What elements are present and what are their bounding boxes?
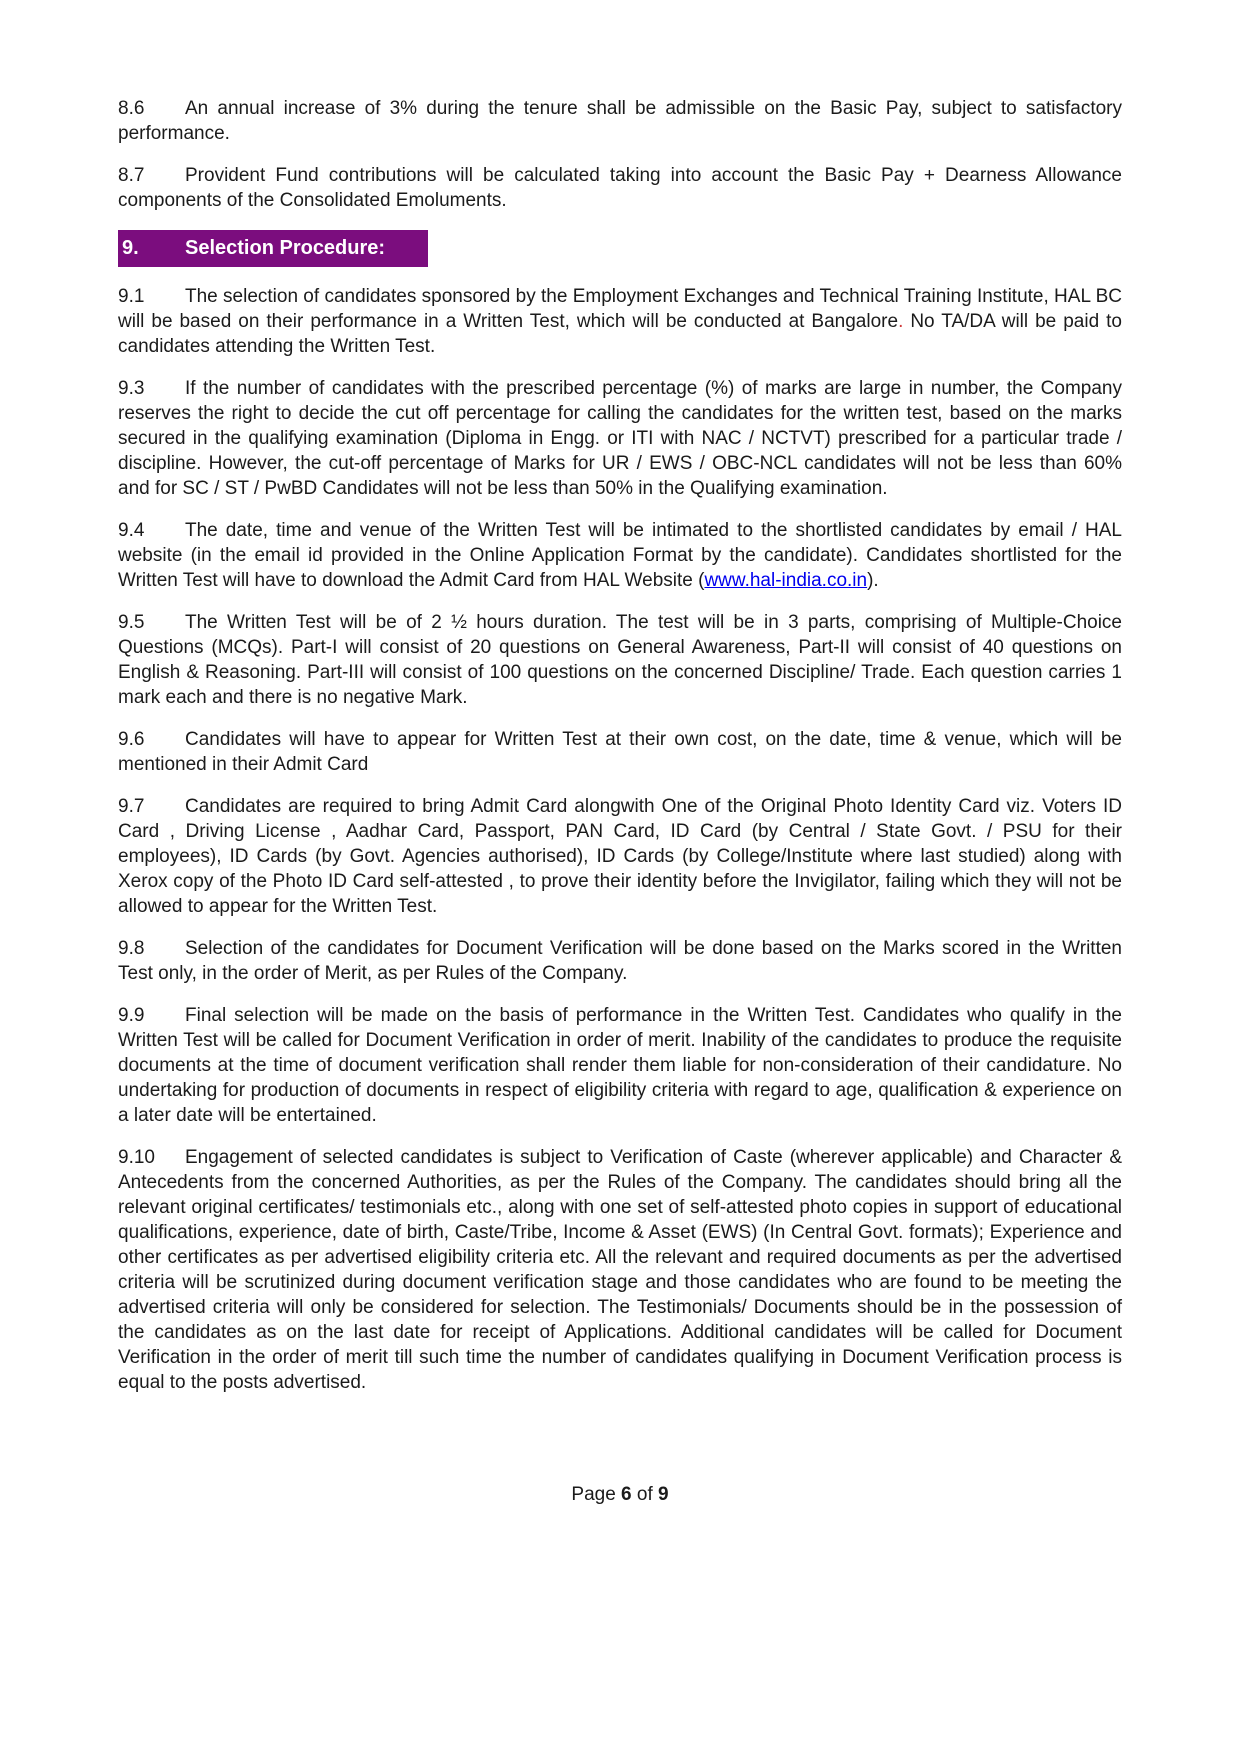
paragraph-9-5 — [118, 610, 1122, 710]
paragraph-number: 9.10 — [118, 1147, 155, 1168]
paragraph-number: 9. — [122, 237, 139, 259]
paragraph-text: No TA/DA will be paid to candidates attending the Written Test. — [118, 311, 1122, 357]
paragraph-9-1 — [118, 284, 1122, 359]
paragraph-number: 9.3 — [118, 378, 145, 399]
footer-page-label: Page — [571, 1484, 622, 1505]
footer-total-pages: 9 — [658, 1484, 669, 1505]
paragraph-text: The date, time and venue of the Written Test will be intimated to the shortlisted candidates by email / HAL website (in the email id provided in the Online Application Format by the candidate). Candidates shortlisted for the Written Test will have to download the Admit Card from HAL Website ( — [118, 520, 1122, 591]
paragraph-text: An annual increase of 3% during the tenure shall be admissible on the Basic Pay, subject to satisfactory performance. — [118, 98, 1122, 144]
paragraph-9-3 — [118, 376, 1122, 501]
document-body — [118, 96, 1122, 1395]
paragraph-text: Candidates are required to bring Admit Card alongwith One of the Original Photo Identity Card viz. Voters ID Card , Driving License , Aadhar Card, Passport, PAN Card, ID Card (by Central / State Govt. / PSU for their employees), ID Cards (by Govt. Agencies authorised), ID Cards (by College/Institute where last studied) along with Xerox copy of the Photo ID Card self-attested , to prove their identity before the Invigilator, failing which they will not be allowed to appear for the Written Test. — [118, 796, 1122, 917]
footer-of-label: of — [631, 1484, 659, 1505]
paragraph-number: 9.9 — [118, 1005, 145, 1026]
paragraph-number: 9.4 — [118, 520, 145, 541]
paragraph-9-8 — [118, 936, 1122, 986]
paragraph-text: If the number of candidates with the prescribed percentage (%) of marks are large in number, the Company reserves the right to decide the cut off percentage for calling the candidates for the written test, based on the marks secured in the qualifying examination (Diploma in Engg. or ITI with NAC / NCTVT) prescribed for a particular trade / discipline. However, the cut-off percentage of Marks for UR / EWS / OBC-NCL candidates will not be less than 60% and for SC / ST / PwBD Candidates will not be less than 50% in the Qualifying examination. — [118, 378, 1122, 499]
paragraph-text: Candidates will have to appear for Written Test at their own cost, on the date, time & venue, which will be mentioned in their Admit Card — [118, 729, 1122, 775]
paragraph-text: Provident Fund contributions will be calculated taking into account the Basic Pay + Dearness Allowance components of the Consolidated Emoluments. — [118, 165, 1122, 211]
section-9-heading — [118, 230, 428, 267]
paragraph-text: Final selection will be made on the basis of performance in the Written Test. Candidates who qualify in the Written Test will be called for Document Verification in order of merit. Inability of the candidates to produce the requisite documents at the time of document verification shall render them liable for non-consideration of their candidature. No undertaking for production of documents in respect of eligibility criteria with regard to age, qualification & experience on a later date will be entertained. — [118, 1005, 1122, 1126]
paragraph-number: 9.5 — [118, 612, 145, 633]
page-footer — [0, 1482, 1240, 1507]
paragraph-number: 9.8 — [118, 938, 145, 959]
paragraph-text: The selection of candidates sponsored by the Employment Exchanges and Technical Training Institute, HAL BC will be based on their performance in a Written Test, which will be conducted at Bangalore — [118, 286, 1122, 332]
paragraph-9-4 — [118, 518, 1122, 593]
hal-website-link[interactable]: www.hal-india.co.in — [704, 570, 868, 591]
paragraph-number: 9.6 — [118, 729, 145, 750]
red-period: . — [898, 311, 904, 332]
paragraph-8-6 — [118, 96, 1122, 146]
paragraph-text: Engagement of selected candidates is subject to Verification of Caste (wherever applicable) and Character & Antecedents from the concerned Authorities, as per the Rules of the Company. The candidates should bring all the relevant original certificates/ testimonials etc., along with one set of self-attested photo copies in support of educational qualifications, experience, date of birth, Caste/Tribe, Income & Asset (EWS) (In Central Govt. formats); Experience and other certificates as per advertised eligibility criteria etc. All the relevant and required documents as per the advertised criteria will be scrutinized during document verification stage and those candidates who are found to be meeting the advertised criteria will only be considered for selection. The Testimonials/ Documents should be in the possession of the candidates as on the last date for receipt of Applications. Additional candidates will be called for Document Verification in the order of merit till such time the number of candidates qualifying in Document Verification process is equal to the posts advertised. — [118, 1147, 1122, 1393]
paragraph-9-7 — [118, 794, 1122, 919]
paragraph-text: ). — [867, 570, 879, 591]
section-heading-label: Selection Procedure: — [185, 237, 386, 259]
paragraph-number: 9.7 — [118, 796, 145, 817]
paragraph-8-7 — [118, 163, 1122, 213]
paragraph-text: The Written Test will be of 2 ½ hours duration. The test will be in 3 parts, comprising of Multiple-Choice Questions (MCQs). Part-I will consist of 20 questions on General Awareness, Part-II will consist of 40 questions on English & Reasoning. Part-III will consist of 100 questions on the concerned Discipline/ Trade. Each question carries 1 mark each and there is no negative Mark. — [118, 612, 1122, 708]
paragraph-number: 8.6 — [118, 98, 145, 119]
footer-page-number: 6 — [621, 1484, 632, 1505]
paragraph-number: 9.1 — [118, 286, 145, 307]
paragraph-9-6 — [118, 727, 1122, 777]
paragraph-number: 8.7 — [118, 165, 145, 186]
paragraph-text: Selection of the candidates for Document Verification will be done based on the Marks scored in the Written Test only, in the order of Merit, as per Rules of the Company. — [118, 938, 1122, 984]
paragraph-9-10 — [118, 1145, 1122, 1395]
paragraph-9-9 — [118, 1003, 1122, 1128]
